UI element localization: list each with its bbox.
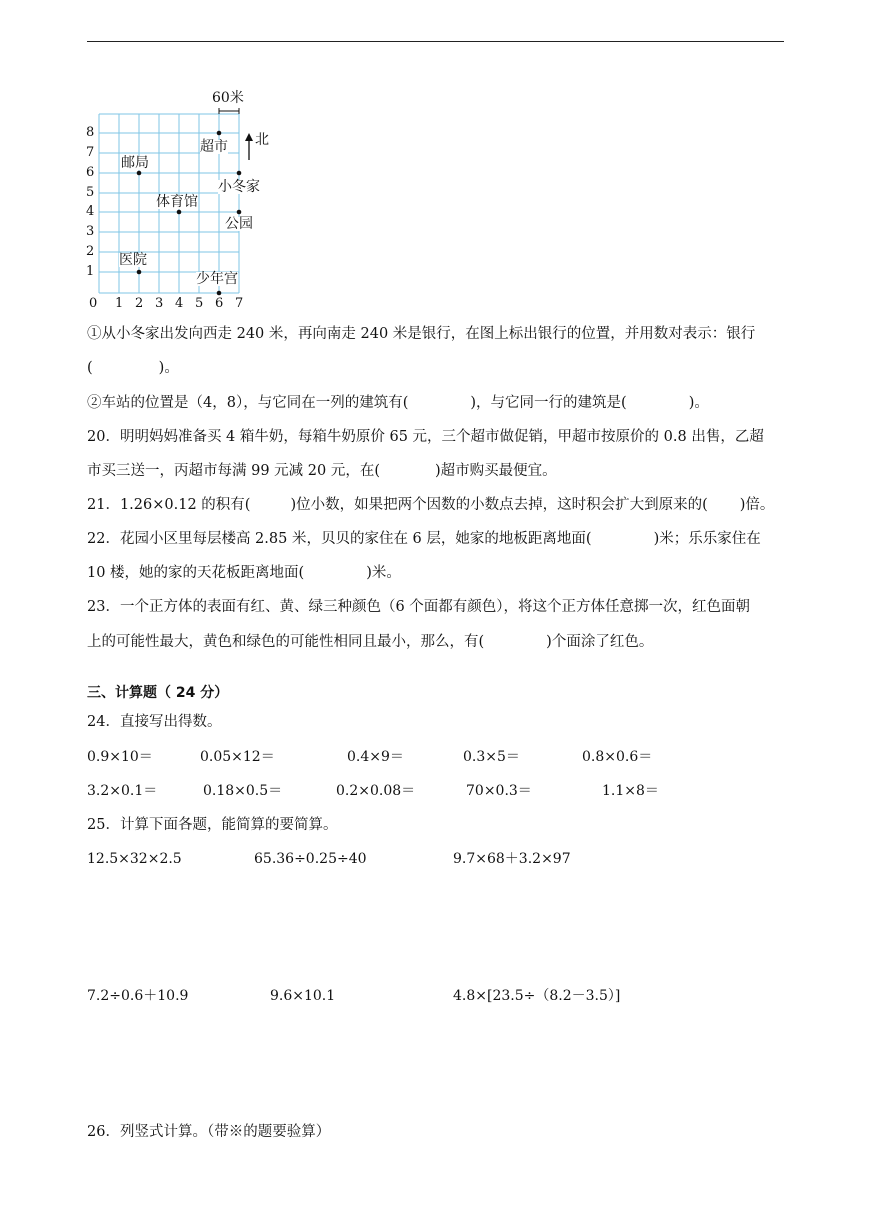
- point-hospital: [137, 270, 142, 275]
- q24-item-3: 0.4×9＝: [347, 749, 404, 765]
- q25-title: 25．计算下面各题，能简算的要简算。: [87, 817, 338, 833]
- x-label-7: 7: [235, 296, 244, 311]
- q2-text-b: )，与它同一行的建筑是(: [470, 395, 627, 411]
- q20-line2: [87, 464, 557, 479]
- label-xiaodong-home: 小冬家: [218, 179, 260, 195]
- point-stadium: [177, 210, 182, 215]
- point-youth-palace: [217, 291, 222, 296]
- q24-item-8: 0.2×0.08＝: [336, 783, 416, 799]
- q23-line2: [87, 635, 653, 650]
- q24-item-5: 0.8×0.6＝: [582, 749, 653, 765]
- point-xiaodong-home: [237, 171, 242, 176]
- label-stadium: 体育馆: [156, 194, 198, 210]
- y-label-5: 5: [86, 185, 95, 200]
- q2-text-c: )。: [688, 395, 709, 411]
- q24-item-7: 0.18×0.5＝: [203, 783, 283, 799]
- x-label-4: 4: [175, 296, 184, 311]
- q1-line2: [87, 361, 179, 376]
- q26-title: 26．列竖式计算。（带※的题要验算）: [87, 1124, 331, 1140]
- scale-label: 60米: [212, 90, 244, 106]
- y-label-4: 4: [86, 204, 95, 219]
- x-label-2: 2: [135, 296, 144, 311]
- point-park: [237, 210, 242, 215]
- point-supermarket: [217, 131, 222, 136]
- q21-line: [87, 498, 774, 513]
- q2-line: [87, 396, 709, 411]
- q20-line1: 20．明明妈妈准备买 4 箱牛奶，每箱牛奶原价 65 元，三个超市做促销，甲超市按原价的 0.8 出售，乙超: [87, 429, 764, 445]
- north-label: 北: [255, 132, 269, 148]
- y-label-1: 1: [86, 264, 95, 279]
- q22-text-b: )米；乐乐家住在: [653, 531, 761, 547]
- q22-line1: [87, 532, 761, 547]
- q21-text-a: 21．1.26×0.12 的积有(: [87, 497, 251, 513]
- label-hospital: 医院: [119, 252, 147, 268]
- q24-item-10: 1.1×8＝: [602, 783, 659, 799]
- q24-item-4: 0.3×5＝: [463, 749, 520, 765]
- label-park: 公园: [225, 216, 253, 232]
- q1-paren-close: )。: [158, 360, 179, 376]
- q22-text-c: 10 楼，她的家的天花板距离地面(: [87, 565, 305, 581]
- y-label-7: 7: [86, 145, 95, 160]
- label-post-office: 邮局: [121, 155, 149, 171]
- q25-item-4: 7.2÷0.6＋10.9: [87, 988, 189, 1004]
- x-label-1: 1: [115, 296, 124, 311]
- x-label-3: 3: [155, 296, 164, 311]
- label-youth-palace: 少年宫: [196, 271, 238, 287]
- y-label-3: 3: [86, 224, 95, 239]
- q25-item-6: 4.8×[23.5÷（8.2－3.5）]: [453, 988, 621, 1004]
- q24-item-9: 70×0.3＝: [466, 783, 532, 799]
- x-label-0: 0: [89, 296, 98, 311]
- q21-text-c: )倍。: [739, 497, 775, 513]
- q24-title: 24．直接写出得数。: [87, 714, 222, 730]
- section-title: 三、计算题（ 24 分）: [87, 685, 229, 701]
- q23-text-b: )个面涂了红色。: [546, 634, 654, 650]
- q20-text-b: )超市购买最便宜。: [435, 463, 557, 479]
- x-label-6: 6: [215, 296, 224, 311]
- header-rule: [87, 41, 784, 42]
- q2-text-a: ②车站的位置是（4，8），与它同在一列的建筑有(: [87, 395, 409, 411]
- q25-item-5: 9.6×10.1: [270, 988, 336, 1004]
- x-label-5: 5: [195, 296, 204, 311]
- y-label-2: 2: [86, 244, 95, 259]
- q22-line2: [87, 566, 401, 581]
- q24-item-2: 0.05×12＝: [200, 749, 275, 765]
- q25-item-3: 9.7×68＋3.2×97: [453, 851, 571, 867]
- q20-text-a: 市买三送一，丙超市每满 99 元减 20 元，在(: [87, 463, 380, 479]
- q21-text-b: )位小数，如果把两个因数的小数点去掉，这时积会扩大到原来的(: [290, 497, 708, 513]
- y-label-8: 8: [86, 125, 95, 140]
- q1-paren-open: (: [87, 360, 93, 376]
- scale-bracket: [219, 108, 239, 114]
- q23-line1: 23．一个正方体的表面有红、黄、绿三种颜色（6 个面都有颜色），将这个正方体任意掷一次，红色面朝: [87, 599, 751, 615]
- point-post-office: [137, 171, 142, 176]
- q24-item-1: 0.9×10＝: [87, 749, 153, 765]
- q22-text-d: )米。: [366, 565, 401, 581]
- label-supermarket: 超市: [200, 139, 228, 155]
- q23-text-a: 上的可能性最大，黄色和绿色的可能性相同且最小，那么，有(: [87, 634, 485, 650]
- q24-item-6: 3.2×0.1＝: [87, 783, 158, 799]
- q1-line1: ①从小冬家出发向西走 240 米，再向南走 240 米是银行，在图上标出银行的位置，并用数对表示：银行: [87, 326, 756, 342]
- q25-item-2: 65.36÷0.25÷40: [254, 851, 367, 867]
- q25-item-1: 12.5×32×2.5: [87, 851, 182, 867]
- q22-text-a: 22．花园小区里每层楼高 2.85 米，贝贝的家住在 6 层，她家的地板距离地面(: [87, 531, 592, 547]
- y-label-6: 6: [86, 165, 95, 180]
